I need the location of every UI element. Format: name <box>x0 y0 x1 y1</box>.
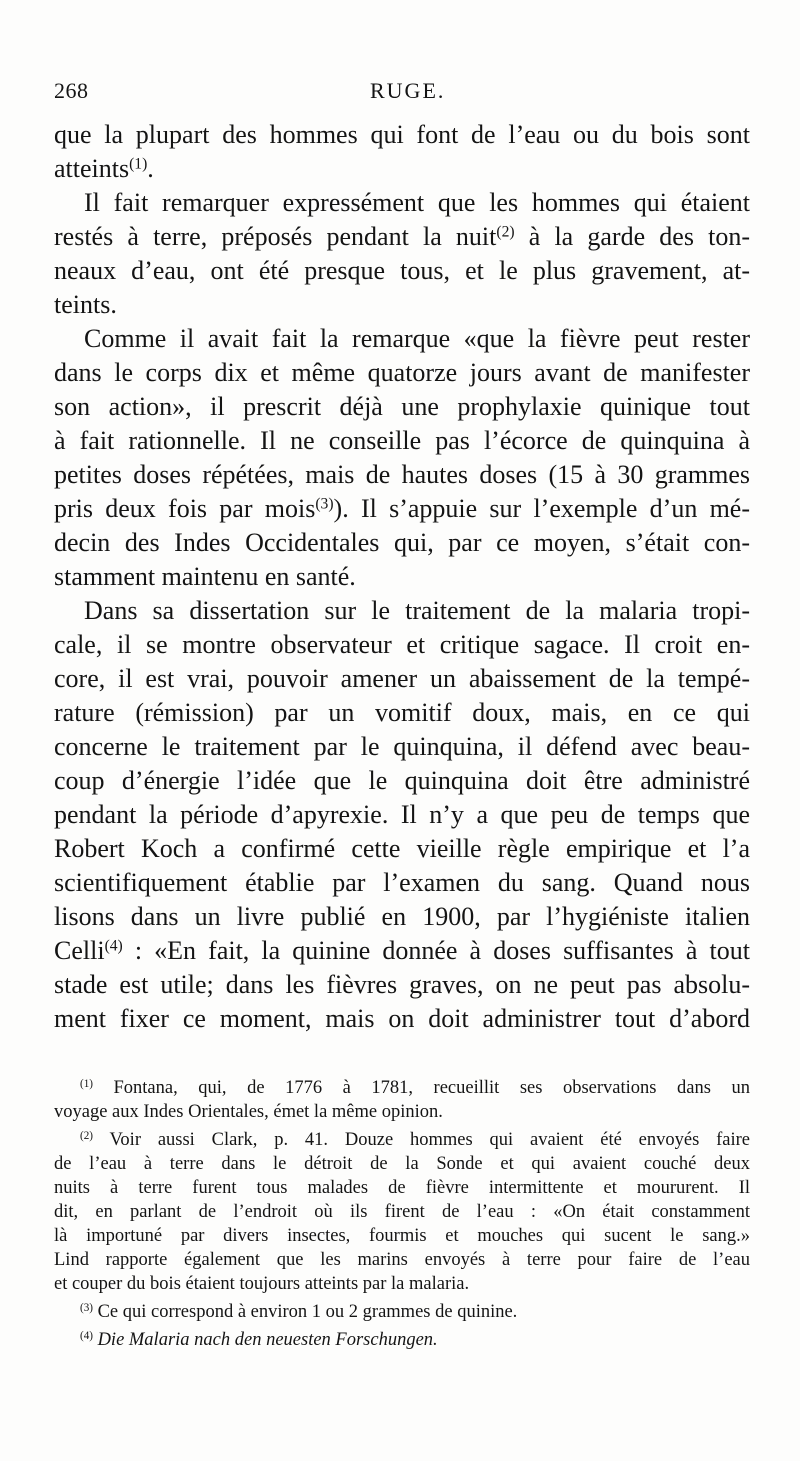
footnote-1: $^{(1)}$ Fontana, qui, de 1776 à 1781, recueillit ses observations dans un <box>80 1077 750 1098</box>
running-head: RUGE. <box>370 78 446 103</box>
body-line: concerne le traitement par le quinquina, il défend avec beau- <box>54 732 750 761</box>
footnote-2: $^{(2)}$ Voir aussi Clark, p. 41. Douze hommes qui avaient été envoyés faire <box>80 1129 750 1150</box>
footnote-marker: (2) <box>80 1129 93 1142</box>
footnote-4: $^{(4)}$ Die Malaria nach den neuesten Forschungen. <box>80 1329 438 1350</box>
footnote-line: dit, en parlant de l’endroit où ils firent de l’eau : «On était constamment <box>54 1202 750 1222</box>
page-header <box>54 78 750 108</box>
body-line: ment fixer ce moment, mais on doit administrer tout d’abord <box>54 1004 750 1033</box>
footnote-line: voyage aux Indes Orientales, émet la même opinion. <box>54 1102 443 1122</box>
body-line: Comme il avait fait la remarque «que la fièvre peut rester <box>84 324 750 353</box>
body-line: decin des Indes Occidentales qui, par ce moyen, s’était con- <box>54 528 750 557</box>
footnote-line: nuits à terre furent tous malades de fièvre intermittente et moururent. Il <box>54 1178 750 1198</box>
footnote-line: de l’eau à terre dans le détroit de la Sonde et qui avaient couché deux <box>54 1154 750 1174</box>
footnote-3: $^{(3)}$ Ce qui correspond à environ 1 ou 2 grammes de quinine. <box>80 1301 518 1322</box>
body-line: cale, il se montre observateur et critique sagace. Il croit en- <box>54 630 750 659</box>
body-line: Il fait remarquer expressément que les hommes qui étaient <box>84 188 750 217</box>
footnote-marker: (4) <box>80 1329 93 1342</box>
body-line: dans le corps dix et même quatorze jours avant de manifester <box>54 358 750 387</box>
body-line: restés à terre, préposés pendant la nuit$^{(2)}$ à la garde des ton- <box>54 222 750 251</box>
body-line: Robert Koch a confirmé cette vieille règle empirique et l’a <box>54 834 750 863</box>
body-line: stamment maintenu en santé. <box>54 562 356 591</box>
footnote-line: là importuné par divers insectes, fourmis et mouches qui sucent le sang.» <box>54 1226 750 1246</box>
body-line: à fait rationnelle. Il ne conseille pas l’écorce de quinquina à <box>54 426 750 455</box>
body-line: scientifiquement établie par l’examen du sang. Quand nous <box>54 868 750 897</box>
body-line: petites doses répétées, mais de hautes doses (15 à 30 grammes <box>54 460 750 489</box>
body-line: pendant la période d’apyrexie. Il n’y a que peu de temps que <box>54 800 750 829</box>
footnote-line: Lind rapporte également que les marins envoyés à terre pour faire de l’eau <box>54 1250 750 1270</box>
body-line: neaux d’eau, ont été presque tous, et le plus gravement, at- <box>54 256 750 285</box>
body-line: coup d’énergie l’idée que le quinquina doit être administré <box>54 766 750 795</box>
footnote-ref: (4) <box>104 937 123 955</box>
footnote-line: et couper du bois étaient toujours atteints par la malaria. <box>54 1274 470 1294</box>
body-line: lisons dans un livre publié en 1900, par l’hygiéniste italien <box>54 902 750 931</box>
body-line: core, il est vrai, pouvoir amener un abaissement de la tempé- <box>54 664 750 693</box>
footnote-marker: (3) <box>80 1301 93 1314</box>
footnote-ref: (2) <box>496 223 515 241</box>
body-line: Celli$^{(4)}$ : «En fait, la quinine donnée à doses suffisantes à tout <box>54 936 750 965</box>
footnote-ref: (3) <box>315 495 334 513</box>
body-line: Dans sa dissertation sur le traitement de la malaria tropi- <box>84 596 750 625</box>
body-line: pris deux fois par mois$^{(3)}$). Il s’appuie sur l’exemple d’un mé- <box>54 494 750 523</box>
body-line: rature (rémission) par un vomitif doux, mais, en ce qui <box>54 698 750 727</box>
body-line: stade est utile; dans les fièvres graves, on ne peut pas absolu- <box>54 970 750 999</box>
page-number: 268 <box>54 78 89 103</box>
body-line: atteints$^{(1)}$. <box>54 154 154 183</box>
body-line: que la plupart des hommes qui font de l’eau ou du bois sont <box>54 120 750 149</box>
footnote-ref: (1) <box>129 155 148 173</box>
body-line: teints. <box>54 290 117 319</box>
footnote-marker: (1) <box>80 1077 93 1090</box>
body-line: son action», il prescrit déjà une prophylaxie quinique tout <box>54 392 750 421</box>
